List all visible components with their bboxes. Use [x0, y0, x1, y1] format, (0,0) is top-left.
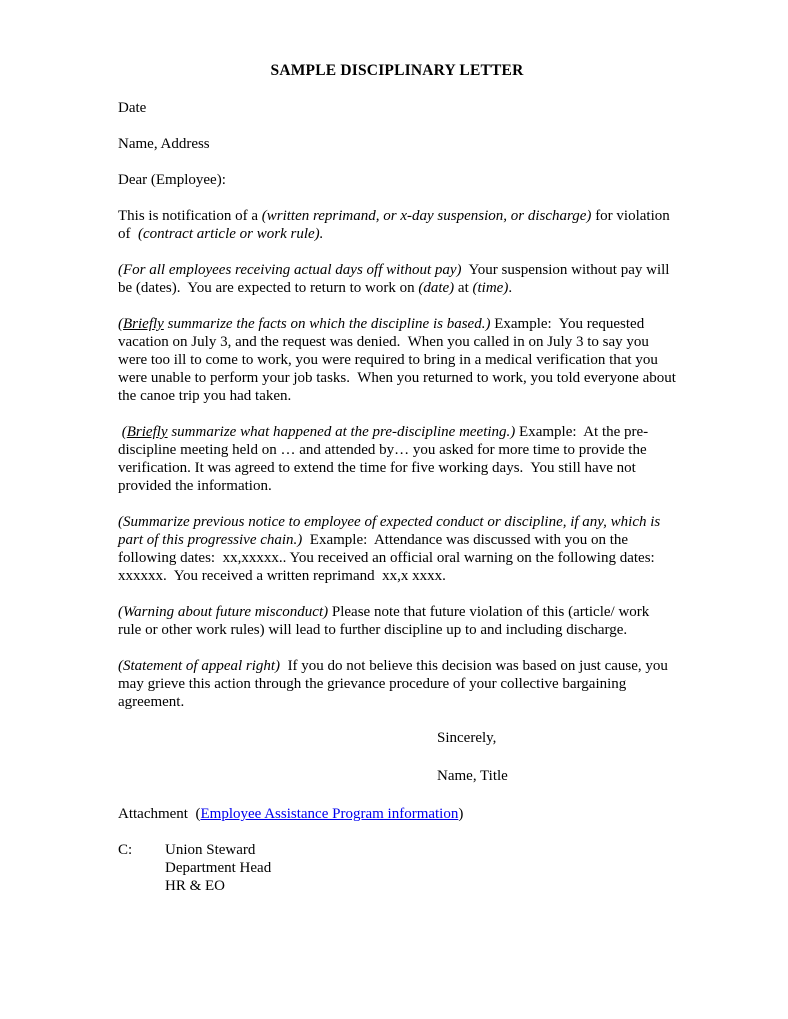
text-segment: If you do not believe this decision was based on just cause, you may grieve this action through the grievance procedure of your collective bargaining agreement.	[118, 658, 672, 710]
text-segment: Briefly	[123, 316, 164, 332]
cc-item: Department Head	[165, 860, 272, 876]
text-segment: at	[454, 280, 473, 296]
paragraph-facts	[118, 315, 680, 405]
paragraph-previous-notice	[118, 513, 676, 585]
cc-item: HR & EO	[165, 878, 225, 894]
text-segment: Example: Attendance was discussed with you on the following dates: xx,xxxxx.. You received an official oral warning on the following dates: xxxxxx. You received a written reprimand xx,x xxxx.	[118, 532, 659, 584]
attachment-line	[118, 805, 676, 823]
text-segment: Please note that future violation of this (article/ work rule or other work rules) will lead to further discipline up to and including discharge.	[118, 604, 654, 638]
cc-items	[165, 841, 271, 895]
text-segment: (Summarize previous notice to employee of expected conduct or discipline, if any, which is part of this progressive chain.)	[118, 514, 664, 548]
text-segment: )	[458, 806, 464, 822]
text-segment: .	[508, 280, 513, 296]
text-segment: (Statement of appeal right)	[118, 658, 281, 674]
text-segment: summarize what happened at the pre-discipline meeting.)	[167, 424, 516, 440]
cc-item: Union Steward	[165, 842, 256, 858]
text-segment: (For all employees receiving actual days off without pay)	[118, 262, 462, 278]
paragraph-meeting	[118, 423, 676, 495]
text-segment: summarize the facts on which the discipline is based.)	[163, 316, 491, 332]
text-segment: (time)	[472, 280, 509, 296]
salutation-line: Dear (Employee):	[118, 172, 226, 188]
closing-line: Sincerely,	[437, 730, 497, 746]
text-segment: (	[118, 424, 127, 440]
paragraph-notification	[118, 207, 676, 243]
text-segment: (Warning about future misconduct)	[118, 604, 329, 620]
cc-block	[118, 841, 676, 895]
text-segment: for violation of	[118, 208, 674, 242]
eap-program-link[interactable]: Employee Assistance Program information	[200, 806, 459, 822]
text-segment: Attachment (	[118, 806, 201, 822]
text-segment: (contract article or work rule).	[138, 226, 324, 242]
document-title: SAMPLE DISCIPLINARY LETTER	[270, 62, 524, 79]
text-segment: Example: You requested vacation on July 3, and the request was denied. When you called in on July 3 to say you were too ill to come to work, you were required to bring in a medical verification that you were unable to perform your job tasks. When you returned to work, you told everyone about the canoe trip you had taken.	[118, 316, 680, 404]
text-segment: Briefly	[126, 424, 168, 440]
signature-line: Name, Title	[437, 768, 508, 784]
paragraph-appeal	[118, 657, 676, 711]
text-segment: This is notification of a	[118, 208, 262, 224]
signoff-block	[437, 729, 676, 785]
text-segment: (written reprimand, or x-day suspension, or discharge)	[261, 208, 592, 224]
text-segment: (	[118, 316, 123, 332]
cc-label: C:	[118, 842, 133, 858]
paragraph-suspension	[118, 261, 676, 297]
paragraph-warning	[118, 603, 676, 639]
name-address-line: Name, Address	[118, 136, 210, 152]
text-segment: (date)	[418, 280, 455, 296]
text-segment: Your suspension without pay will be (dates). You are expected to return to work on	[118, 262, 674, 296]
date-line: Date	[118, 100, 147, 116]
text-segment: Example: At the pre-discipline meeting held on … and attended by… you asked for more time to provide the verification. It was agreed to extend the time for five working days. You still have not provided the information.	[118, 424, 651, 494]
